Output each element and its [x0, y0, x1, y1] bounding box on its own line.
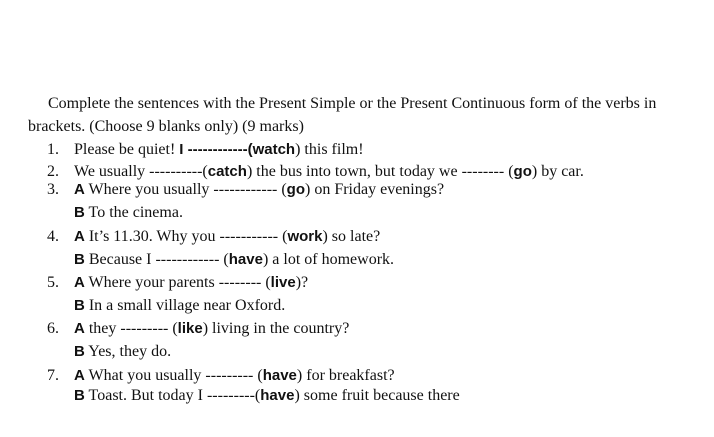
question-number: 6. [47, 320, 59, 337]
text-segment: Yes, they do. [84, 343, 172, 360]
blank-segment: I ------------( [179, 141, 253, 158]
text-segment: What you usually --------- ( [84, 367, 263, 384]
question-text [74, 295, 285, 317]
text-segment: ) the bus into town, but today we -------- ( [246, 163, 514, 180]
question-number: 1. [47, 141, 59, 158]
speaker-label: B [74, 343, 85, 360]
text-segment: )? [295, 274, 309, 291]
text-segment: they --------- ( [84, 320, 178, 337]
speaker-label: B [74, 297, 85, 314]
verb-hint: have [228, 251, 263, 268]
text-segment: Please be quiet! [74, 141, 180, 158]
verb-hint: go [513, 163, 532, 180]
text-segment: Where you usually ------------ ( [84, 181, 287, 198]
verb-hint: watch [252, 141, 296, 158]
question-text [74, 249, 394, 271]
question-text [74, 179, 444, 201]
question-text [74, 139, 364, 161]
question-number: 3. [47, 181, 59, 198]
speaker-label: A [74, 228, 85, 245]
speaker-label: B [74, 251, 85, 268]
verb-hint: have [260, 387, 295, 404]
instructions [28, 92, 708, 138]
verb-hint: work [287, 228, 323, 245]
text-segment: To the cinema. [84, 204, 183, 221]
speaker-label: B [74, 204, 85, 221]
question-number: 4. [47, 228, 59, 245]
text-segment: ) a lot of homework. [262, 251, 395, 268]
text-segment: ) on Friday evenings? [305, 181, 445, 198]
question-number: 2. [47, 163, 59, 180]
question-text [74, 318, 349, 340]
text-segment: Where your parents -------- ( [84, 274, 271, 291]
text-segment: In a small village near Oxford. [84, 297, 286, 314]
question-text [74, 202, 183, 224]
text-segment: We usually ----------( [74, 163, 208, 180]
instructions-text: Complete the sentences with the Present Simple or the Present Continuous form of the verbs in brackets. (Choose 9 blanks only) (9 marks) [28, 95, 657, 135]
text-segment: ) some fruit because there [294, 387, 460, 404]
text-segment: ) this film! [295, 141, 364, 158]
text-segment: ) for breakfast? [296, 367, 395, 384]
speaker-label: A [74, 181, 85, 198]
question-text [74, 365, 395, 387]
text-segment: ) by car. [531, 163, 584, 180]
speaker-label: A [74, 367, 85, 384]
verb-hint: like [177, 320, 203, 337]
text-segment: Toast. But today I ---------( [84, 387, 261, 404]
text-segment: It’s 11.30. Why you ----------- ( [84, 228, 288, 245]
question-number: 7. [47, 367, 59, 384]
question-number: 5. [47, 274, 59, 291]
text-segment: ) living in the country? [202, 320, 350, 337]
speaker-label: B [74, 387, 85, 404]
verb-hint: go [286, 181, 305, 198]
speaker-label: A [74, 274, 85, 291]
verb-hint: catch [207, 163, 247, 180]
text-segment: ) so late? [322, 228, 381, 245]
question-text [74, 226, 380, 248]
verb-hint: have [262, 367, 297, 384]
question-text [74, 385, 460, 407]
verb-hint: live [270, 274, 296, 291]
question-text [74, 272, 308, 294]
speaker-label: A [74, 320, 85, 337]
question-text [74, 341, 171, 363]
text-segment: Because I ------------ ( [84, 251, 229, 268]
